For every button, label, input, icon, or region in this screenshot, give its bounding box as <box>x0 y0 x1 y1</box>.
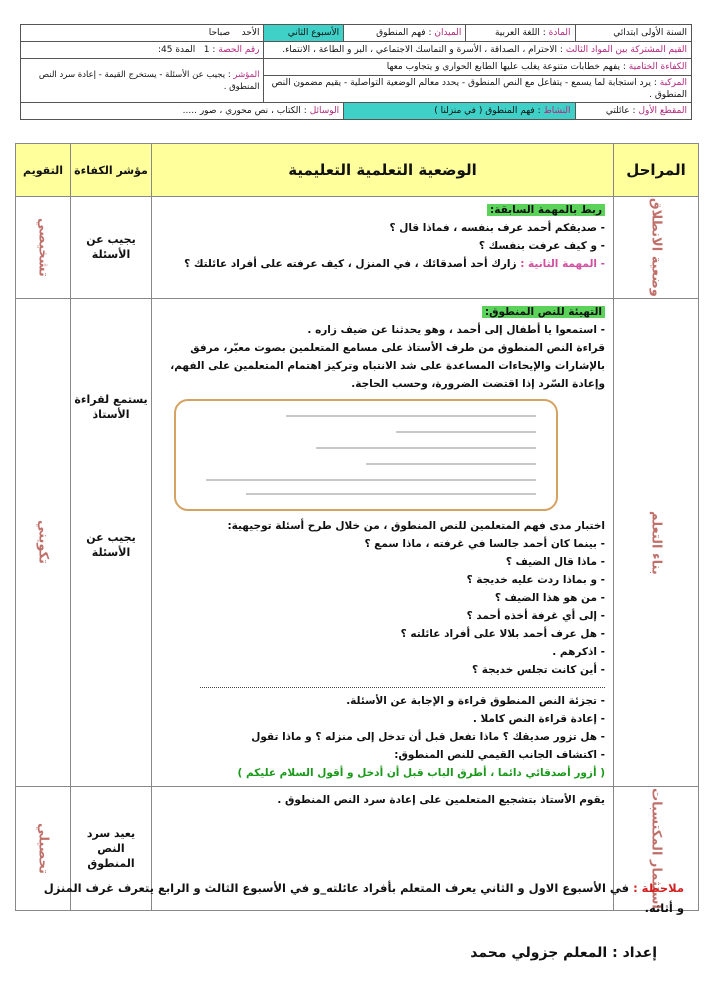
question-5: - إلى أي غرفة أخذه أحمد ؟ <box>466 609 605 622</box>
subject-cell: المادة : اللغة العربية <box>466 25 575 42</box>
value-statement: ( أزور أصدقائي دائما ، أطرق الباب قبل أن أدخل و أقول السلام عليكم ) <box>237 766 605 779</box>
question-7: - اذكرهم . <box>552 645 605 658</box>
indicator-launch: يجيب عن الأسئلة <box>71 197 152 299</box>
values-cell: القيم المشتركة بين المواد الثالث : الاحترام ، الصداقة ، الأسرة و التماسك الاجتماعي ، البر و الطاعة ، الانتماء. <box>264 42 692 59</box>
launch-line-2: - و كيف عرفت بنفسك ؟ <box>478 240 605 252</box>
field-cell: الميدان : فهم المنطوق <box>344 25 466 42</box>
author: إعداد : المعلم جزولي محمد <box>470 945 657 961</box>
tools-cell: الوسائل : الكتاب ، نص محوري ، صور ..... <box>21 103 344 120</box>
question-4: - من هو هذا الضيف ؟ <box>494 591 605 604</box>
indicator-build-b: يجيب عن الأسئلة <box>86 530 136 559</box>
launch-heading: ربط بالمهمة السابقة: <box>487 204 605 216</box>
build-intro-2: قراءة النص المنطوق من طرف الأستاذ على مسامع المتعلمين بصوت معبّر، مرفق بالإشارات والإيحاءات المساعدة على شد الانتباه وتركيز اهتمام المتعلمين على الفهم، وإعادة السّرد إذا اقتضت الضرورة، وحسب الحاجة. <box>170 341 605 390</box>
eval-launch: تشخيصي <box>35 218 51 277</box>
question-1: - بينما كان أحمد جالسا في غرفته ، ماذا سمع ؟ <box>364 537 605 550</box>
competence-cell: الكفاءة الختامية : يفهم خطابات متنوعة يغلب عليها الطابع الحواري و يتجاوب معها <box>264 59 692 76</box>
target-cell: المركبة : يرد استجابة لما يسمع - يتفاعل مع النص المنطوق - يحدد معالم الوضعية التواصلية - يقيم مضمون النص المنطوق . <box>264 76 692 103</box>
stage-invest: استثمار المكتسبات <box>648 787 664 909</box>
launch-content <box>152 197 614 299</box>
task-text: زارك أحد أصدقائك ، في المنزل ، كيف عرفته على أفراد عائلتك ؟ <box>184 258 517 270</box>
build-content <box>152 298 614 786</box>
day-cell: الأحد صباحا <box>21 25 264 42</box>
question-6: - هل عرف أحمد بلالا على أفراد عائلته ؟ <box>400 627 605 640</box>
build-heading: التهيئة للنص المنطوق: <box>482 306 605 318</box>
col-situation: الوضعية التعلمية التعليمية <box>152 144 614 197</box>
after-2: - إعادة قراءة النص كاملا . <box>472 712 605 725</box>
text-image-box <box>174 399 558 511</box>
eval-build: تكويني <box>35 520 51 565</box>
level-cell: السنة الأولى ابتدائي <box>575 25 691 42</box>
eval-invest: تحصيلي <box>35 822 51 874</box>
invest-text: يقوم الأستاذ بتشجيع المتعلمين على إعادة سرد النص المنطوق . <box>277 793 605 806</box>
stage-build: بناء التعلم <box>648 510 664 575</box>
question-3: - و بماذا ردت عليه خديجة ؟ <box>466 573 605 586</box>
activity-cell: النشاط : فهم المنطوق ( في منزلنا ) <box>344 103 575 120</box>
after-3: - هل تزور صديقك ؟ ماذا تفعل قبل أن تدخل إلى منزله ؟ و ماذا تقول <box>251 730 605 743</box>
header-table <box>20 24 692 120</box>
row-launch <box>16 197 699 299</box>
indicator-invest: يعيد سرد النص المنطوق <box>71 786 152 910</box>
col-indicators: مؤشر الكفاءة <box>71 144 152 197</box>
dotted-divider <box>200 687 605 688</box>
question-2: - ماذا قال الضيف ؟ <box>505 555 605 568</box>
row-build <box>16 298 699 786</box>
task-label: - المهمة الثانية : <box>520 258 605 270</box>
note-label: ملاحظة : <box>633 881 684 895</box>
questions-intro: اختبار مدى فهم المتعلمين للنص المنطوق ، من خلال طرح أسئلة توجيهية: <box>227 519 605 532</box>
week-cell: الأسبوع الثاني <box>264 25 344 42</box>
note <box>34 878 684 918</box>
col-stages: المراحل <box>614 144 699 197</box>
col-evaluation: التقويم <box>16 144 71 197</box>
session-cell: رقم الحصة : 1 المدة 45: <box>21 42 264 59</box>
lesson-table <box>15 143 699 911</box>
after-4: - اكتشاف الجانب القيمي للنص المنطوق: <box>394 748 605 761</box>
question-8: - أين كانت تجلس خديجة ؟ <box>472 663 605 676</box>
indicator-build-a: يستمع لقراءة الأستاذ <box>74 392 148 421</box>
stage-launch: وضعية الانطلاق <box>648 198 664 297</box>
after-1: - تجزئة النص المنطوق قراءة و الإجابة عن الأسئلة. <box>346 694 605 707</box>
note-text: في الأسبوع الاول و الثاني يعرف المتعلم بأفراد عائلته_و في الأسبوع الثالث و الرابع يتعرف غرف المنزل و أثاثه. <box>43 881 684 915</box>
segment-cell: المقطع الأول : عائلتي <box>575 103 691 120</box>
launch-line-1: - صديقكم أحمد عرف بنفسه ، فماذا قال ؟ <box>389 222 605 234</box>
indicator-cell: المؤشر : يجيب عن الأسئلة - يستخرج القيمة - إعادة سرد النص المنطوق . <box>21 59 264 103</box>
build-intro-1: - استمعوا يا أطفال إلى أحمد ، وهو يحدثنا عن ضيف زاره . <box>307 323 605 336</box>
